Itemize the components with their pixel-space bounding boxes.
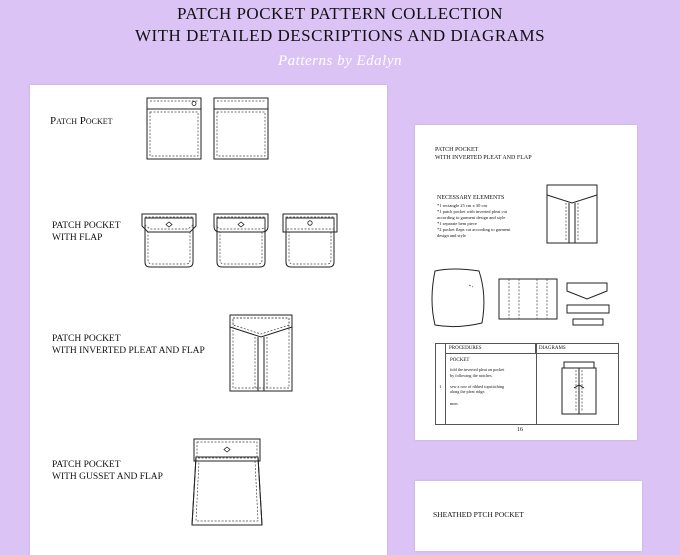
- detail-pocket-diagram: [545, 183, 600, 245]
- procedures-table: [435, 343, 619, 425]
- necessary-elements-title: NECESSARY ELEMENTS: [437, 195, 505, 201]
- inverted-pleat-pocket-diagram: [228, 313, 294, 393]
- detail-page-title: PATCH POCKET WITH INVERTED PLEAT AND FLAP: [435, 147, 532, 161]
- detail-page-sheathed: [415, 481, 642, 551]
- flap-pocket-diagram-3: [282, 210, 338, 270]
- step-title: POCKET: [450, 358, 470, 363]
- gusset-pocket-diagram: [190, 437, 266, 527]
- label-inverted-pleat-flap: PATCH POCKET WITH INVERTED PLEAT AND FLAP: [52, 334, 205, 356]
- step-diagram: [554, 358, 604, 418]
- flap-pocket-diagram-1: [141, 210, 197, 270]
- patch-pocket-diagram-2: [213, 97, 269, 161]
- flap-pocket-diagram-2: [213, 210, 269, 270]
- pattern-pieces-diagram: [427, 265, 627, 337]
- diagrams-header: DIAGRAMS: [536, 344, 618, 354]
- page-number: 16: [517, 427, 523, 433]
- step-instructions: fold the inverted pleat on pocket by following the notches. sew a row of ribbed topstitching along the pleat ridge. mon.: [450, 367, 505, 406]
- label-patch-pocket-with-flap: PATCH POCKET WITH FLAP: [52, 221, 121, 243]
- sheathed-pocket-title: SHEATHED PTCH POCKET: [433, 510, 524, 519]
- necessary-elements-list: *1 rectangle 25 cm x 30 cm *1 patch pocket with inverted pleat cut according to garment design and style *1 separate hem piece *2 pocket flaps cut according to garment design and style: [437, 203, 511, 238]
- patch-pocket-diagram-1: [146, 97, 202, 161]
- brand-subtitle: Patterns by Edalyn: [278, 53, 402, 69]
- label-patch-pocket: Patch Pocket: [50, 115, 113, 127]
- collection-title-line-2: WITH DETAILED DESCRIPTIONS AND DIAGRAMS: [134, 26, 546, 45]
- catalog-page-main: [30, 85, 387, 555]
- collection-title-line-1: PATCH POCKET PATTERN COLLECTION: [176, 4, 504, 23]
- procedures-header: PROCEDURES: [445, 344, 536, 354]
- detail-page-inverted-pleat: [415, 125, 637, 440]
- label-gusset-flap: PATCH POCKET WITH GUSSET AND FLAP: [52, 460, 163, 482]
- step-number: 1: [439, 384, 442, 389]
